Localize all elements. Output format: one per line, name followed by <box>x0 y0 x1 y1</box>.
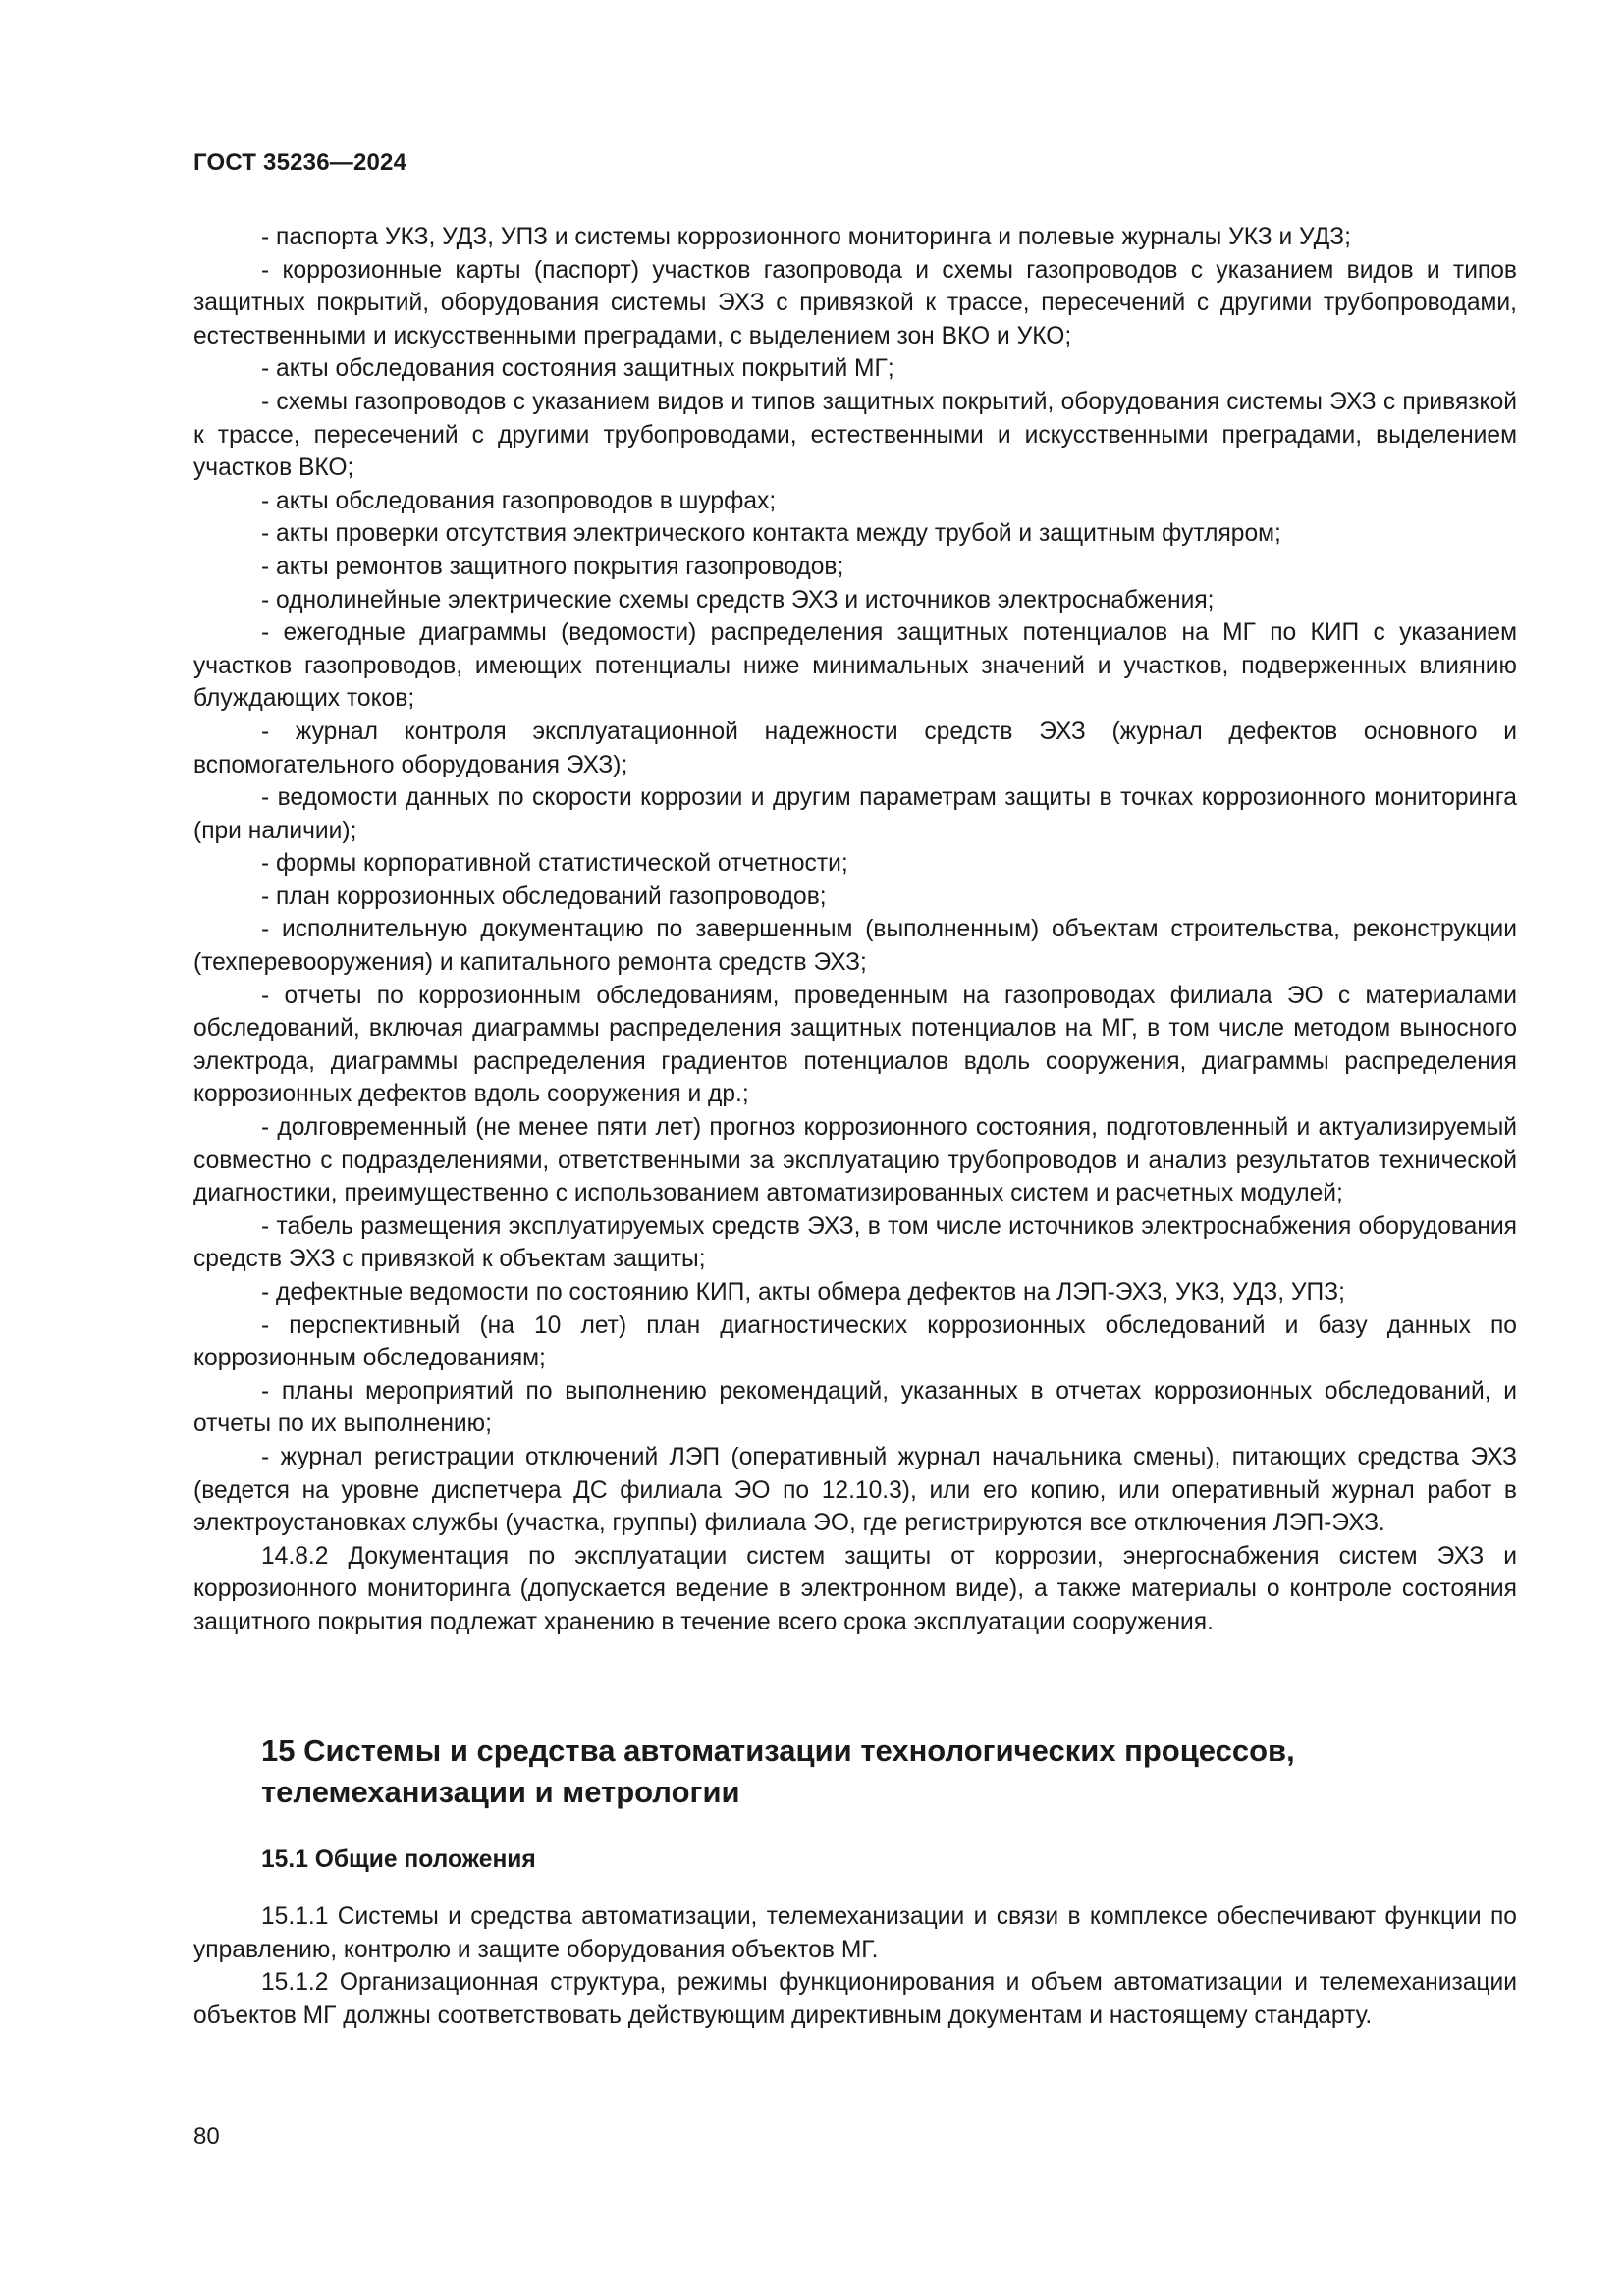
clause-15-1-2: 15.1.2 Организационная структура, режимы функционирования и объем автоматизации и телемеханизации объектов МГ должны соответствовать действующим директивным документам и настоящему стандарту. <box>193 1969 1517 2029</box>
standard-code-header: ГОСТ 35236—2024 <box>193 149 407 176</box>
list-item: - коррозионные карты (паспорт) участков газопровода и схемы газопроводов с указанием видов и типов защитных покрытий, оборудования системы ЭХЗ с привязкой к трассе, пересечений с другими трубопроводами, естественными и искусственными преградами, с выделением зон ВКО и УКО; <box>193 256 1517 349</box>
subsection-15-1-heading: 15.1 Общие положения <box>261 1846 536 1873</box>
list-item: - акты ремонтов защитного покрытия газопроводов; <box>261 553 844 580</box>
list-item: - план коррозионных обследований газопроводов; <box>261 882 827 910</box>
list-item: - дефектные ведомости по состоянию КИП, акты обмера дефектов на ЛЭП-ЭХЗ, УКЗ, УДЗ, УПЗ; <box>261 1279 1345 1306</box>
list-item: - ведомости данных по скорости коррозии и другим параметрам защиты в точках коррозионного мониторинга (при наличии); <box>193 784 1517 844</box>
list-item: - исполнительную документацию по завершенным (выполненным) объектам строительства, реконструкции (техперевооружения) и капитального ремонта средств ЭХЗ; <box>193 916 1517 977</box>
list-item: - журнал контроля эксплуатационной надежности средств ЭХЗ (журнал дефектов основного и вспомогательного оборудования ЭХЗ); <box>193 718 1517 778</box>
list-item: - акты обследования состояния защитных покрытий МГ; <box>261 355 894 383</box>
list-item: - перспективный (на 10 лет) план диагностических коррозионных обследований и базу данных по коррозионным обследованиям; <box>193 1311 1517 1372</box>
list-item: - паспорта УКЗ, УДЗ, УПЗ и системы коррозионного мониторинга и полевые журналы УКЗ и УДЗ; <box>261 224 1351 250</box>
clause-15-1-1: 15.1.1 Системы и средства автоматизации, телемеханизации и связи в комплексе обеспечивают функции по управлению, контролю и защите оборудования объектов МГ. <box>193 1903 1517 1963</box>
clause-14-8-2: 14.8.2 Документация по эксплуатации систем защиты от коррозии, энергоснабжения систем ЭХЗ и коррозионного мониторинга (допускается ведение в электронном виде), а также материалы о контроле состояния защитного покрытия подлежат хранению в течение всего срока эксплуатации сооружения. <box>193 1542 1517 1635</box>
section-15-heading: 15 Системы и средства автоматизации технологических процессов, телемеханизации и метрологии <box>261 1734 1295 1809</box>
list-item: - отчеты по коррозионным обследованиям, проведенным на газопроводах филиала ЭО с материалами обследований, включая диаграммы распределения защитных потенциалов на МГ, в том числе методом выносного электрода, диаграммы распределения градиентов потенциалов вдоль сооружения, диаграммы распределения коррозионных дефектов вдоль сооружения и др.; <box>193 982 1517 1108</box>
page-number: 80 <box>193 2123 220 2150</box>
documentation-list <box>193 221 1517 1639</box>
list-item: - формы корпоративной статистической отчетности; <box>261 850 848 878</box>
list-item: - табель размещения эксплуатируемых средств ЭХЗ, в том числе источников электроснабжения оборудования средств ЭХЗ с привязкой к объектам защиты; <box>193 1212 1517 1273</box>
list-item: - схемы газопроводов с указанием видов и типов защитных покрытий, оборудования системы ЭХЗ с привязкой к трассе, пересечений с другими трубопроводами, естественными и искусственными преградами, выделением участков ВКО; <box>193 388 1517 482</box>
list-item: - акты обследования газопроводов в шурфах; <box>261 487 777 514</box>
list-item: - ежегодные диаграммы (ведомости) распределения защитных потенциалов на МГ по КИП с указанием участков газопроводов, имеющих потенциалы ниже минимальных значений и участков, подверженных влиянию блуждающих токов; <box>193 619 1517 713</box>
list-item: - планы мероприятий по выполнению рекомендаций, указанных в отчетах коррозионных обследований, и отчеты по их выполнению; <box>193 1377 1517 1438</box>
list-item: - акты проверки отсутствия электрического контакта между трубой и защитным футляром; <box>261 520 1281 548</box>
section-15-body <box>193 1900 1517 2032</box>
list-item: - долговременный (не менее пяти лет) прогноз коррозионного состояния, подготовленный и актуализируемый совместно с подразделениями, ответственными за эксплуатацию трубопроводов и анализ результатов технической диагностики, преимущественно с использованием автоматизированных систем и расчетных модулей; <box>193 1114 1517 1207</box>
list-item: - однолинейные электрические схемы средств ЭХЗ и источников электроснабжения; <box>261 586 1215 614</box>
list-item: - журнал регистрации отключений ЛЭП (оперативный журнал начальника смены), питающих средства ЭХЗ (ведется на уровне диспетчера ДС филиала ЭО по 12.10.3), или его копию, или оперативный журнал работ в электроустановках службы (участка, группы) филиала ЭО, где регистрируются все отключения ЛЭП-ЭХЗ. <box>193 1443 1517 1537</box>
